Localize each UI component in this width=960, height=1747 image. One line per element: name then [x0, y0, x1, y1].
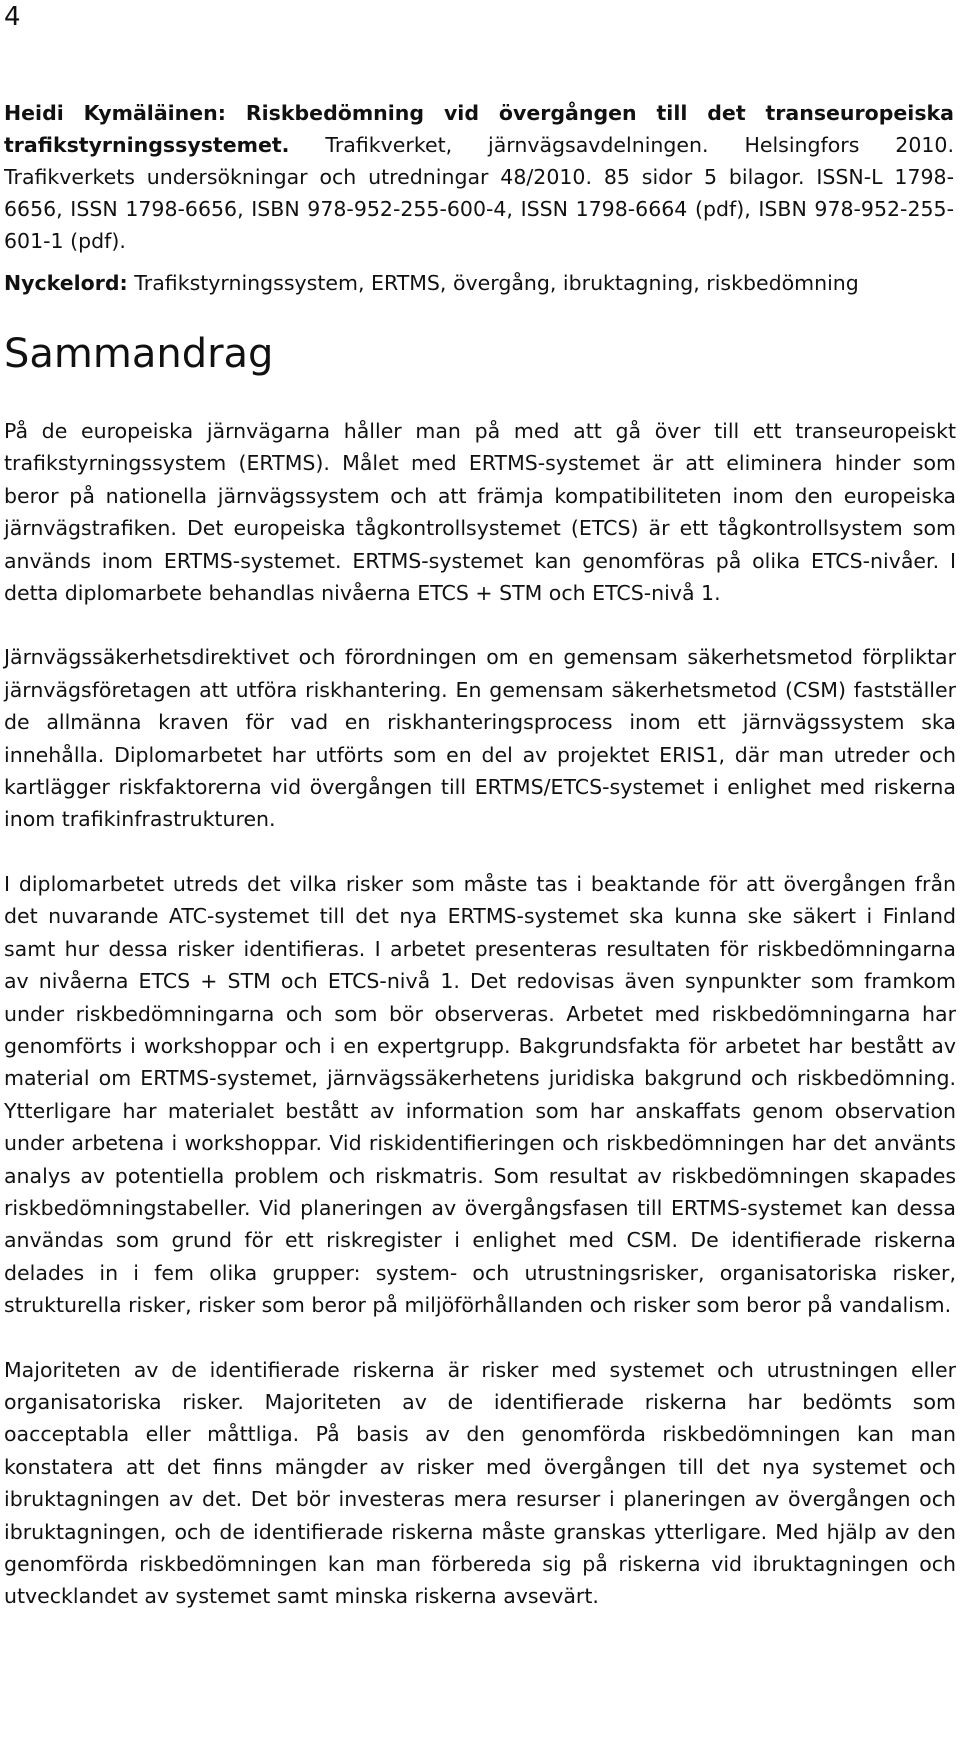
- keywords-line: [4, 267, 954, 299]
- paragraph: På de europeiska järnvägarna håller man på med att gå över till ett transeuropeiskt trafikstyrningssystem (ERTMS). Målet med ERTMS-systemet är att eliminera hinder som beror på nationella järnvägssystem och att främja kompatibiliteten inom den europeiska järnvägstrafiken. Det europeiska tågkontrollsystemet (ETCS) är ett tågkontrollsystem som används inom ERTMS-systemet. ERTMS-systemet kan genomföras på olika ETCS-nivåer. I detta diplomarbete behandlas nivåerna ETCS + STM och ETCS-nivå 1.: [4, 419, 956, 606]
- summary-body: [4, 415, 956, 1645]
- keywords-text: Trafikstyrningssystem, ERTMS, övergång, ibruktagning, riskbedömning: [127, 271, 859, 295]
- page-number: 4: [4, 2, 21, 32]
- keywords-label: Nyckelord:: [4, 271, 128, 295]
- paragraph: Majoriteten av de identifierade riskerna är risker med systemet och utrustningen eller organisatoriska risker. Majoriteten av de identifierade riskerna har bedömts som oacceptabla eller måttliga. På basis av den genomförda riskbedömningen kan man konstatera att det finns mängder av risker med övergången till det nya systemet och ibruktagningen av det. Det bör investeras mera resurser i planeringen av övergången och ibruktagningen, och de identifierade riskerna måste granskas ytterligare. Med hjälp av den genomförda riskbedömningen kan man förbereda sig på riskerna vid ibruktagningen och utvecklandet av systemet samt minska riskerna avsevärt.: [4, 1357, 956, 1609]
- citation-author-title: Heidi Kymäläinen: Riskbedömning vid övergången till det transeuropeiska trafikstyrningssystemet.: [4, 101, 954, 157]
- bibliographic-citation: [4, 97, 954, 257]
- section-heading: Sammandrag: [4, 331, 274, 377]
- paragraph: I diplomarbetet utreds det vilka risker som måste tas i beaktande för att övergången från det nuvarande ATC-systemet till det nya ERTMS-systemet ska kunna ske säkert i Finland samt hur dessa risker identifieras. I arbetet presenteras resultaten för riskbedömningarna av nivåerna ETCS + STM och ETCS-nivå 1. Det redovisas även synpunkter som framkom under riskbedömningarna och som bör observeras. Arbetet med riskbedömningarna har genomförts i workshoppar och i en expertgrupp. Bakgrundsfakta för arbetet har bestått av material om ERTMS-systemet, järnvägssäkerhetens juridiska bakgrund och riskbedömning. Ytterligare har materialet bestått av information som har anskaffats genom observation under arbetena i workshoppar. Vid riskidentifieringen och riskbedömningen har det använts analys av potentiella problem och riskmatris. Som resultat av riskbedömningen skapades riskbedömningstabeller. Vid planeringen av övergångsfasen till ERTMS-systemet kan dessa användas som grund för ett riskregister i enlighet med CSM. De identifierade riskerna delades in i fem olika grupper: system- och utrustningsrisker, organisatoriska risker, strukturella risker, risker som beror på miljöförhållanden och risker som beror på vandalism.: [4, 871, 956, 1318]
- citation-details: Trafikverket, järnvägsavdelningen. Helsingfors 2010. Trafikverkets undersökningar och utredningar 48/2010. 85 sidor 5 bilagor. ISSN-L 1798-6656, ISSN 1798-6656, ISBN 978-952-255-600-4, ISSN 1798-6664 (pdf), ISBN 978-952-255-601-1 (pdf).: [4, 133, 954, 253]
- paragraph: Järnvägssäkerhetsdirektivet och förordningen om en gemensam säkerhetsmetod förpliktar järnvägsföretagen att utföra riskhantering. En gemensam säkerhetsmetod (CSM) fastställer de allmänna kraven för vad en riskhanteringsprocess inom ett järnvägssystem ska innehålla. Diplomarbetet har utförts som en del av projektet ERIS1, där man utreder och kartlägger riskfaktorerna vid övergången till ERTMS/ETCS-systemet i enlighet med riskerna inom trafikinfrastrukturen.: [4, 645, 956, 832]
